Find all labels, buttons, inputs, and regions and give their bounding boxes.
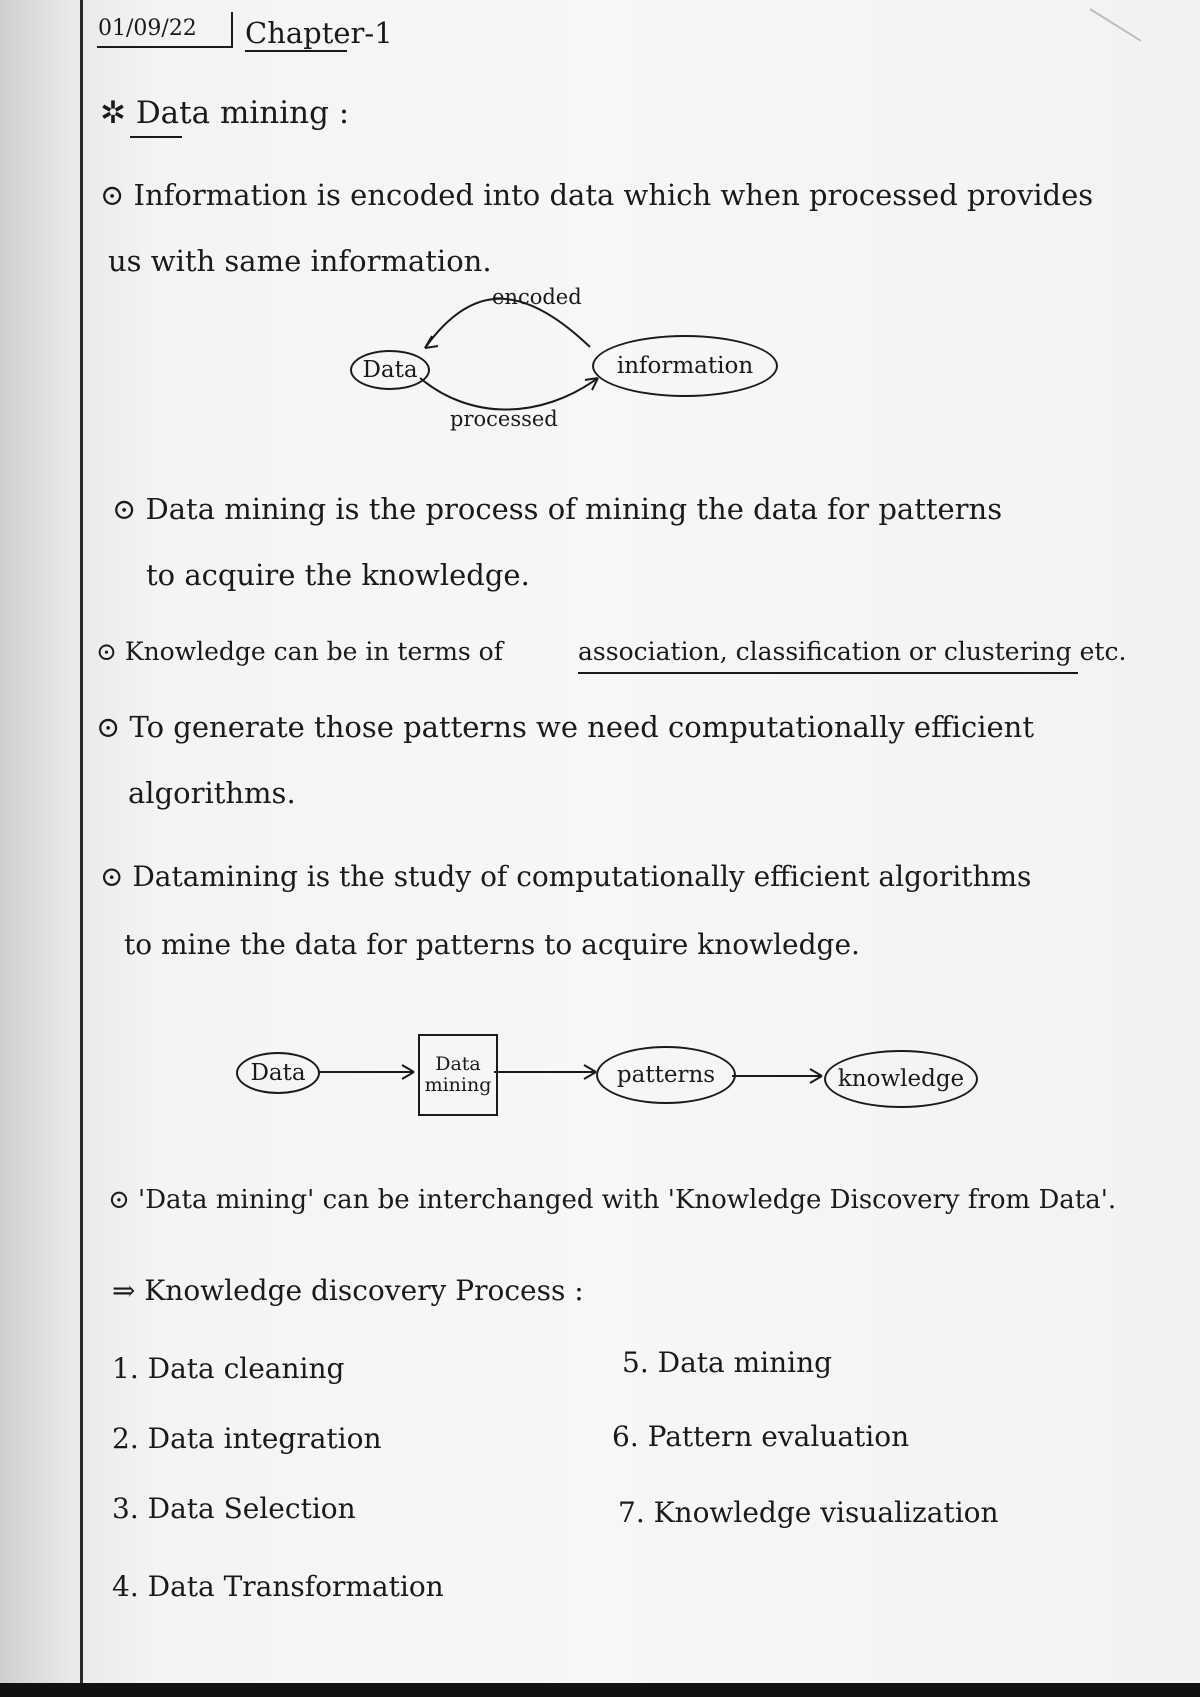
kdd-step-2: 2. Data integration	[112, 1422, 382, 1455]
point-4-line-2: algorithms.	[128, 776, 296, 810]
processed-label: processed	[450, 407, 558, 431]
section-heading: ✲ Data mining :	[100, 95, 350, 131]
bottom-shadow	[0, 1683, 1200, 1697]
data-node: Data	[350, 350, 430, 390]
data-mining-box-line-2: mining	[424, 1074, 492, 1096]
kdd-step-7: 7. Knowledge visualization	[618, 1496, 999, 1529]
point-4-line-1: ⊙ To generate those patterns we need computationally efficient	[96, 710, 1034, 744]
flow-data-node: Data	[236, 1052, 320, 1094]
point-3-underlined: association, classification or clustering etc.	[578, 637, 1127, 666]
data-mining-box	[418, 1034, 498, 1116]
point-3-prefix: ⊙ Knowledge can be in terms of	[96, 637, 503, 666]
kdd-step-5: 5. Data mining	[622, 1346, 833, 1379]
date-label: 01/09/22	[98, 16, 197, 41]
kdd-step-6: 6. Pattern evaluation	[612, 1420, 910, 1453]
chapter-title: Chapter-1	[245, 16, 393, 50]
point-1-line-2: us with same information.	[108, 244, 492, 278]
patterns-node: patterns	[596, 1046, 736, 1104]
kdd-step-4: 4. Data Transformation	[112, 1570, 444, 1603]
point-2-line-1: ⊙ Data mining is the process of mining the data for patterns	[112, 492, 1003, 526]
kdd-heading: ⇒ Knowledge discovery Process :	[112, 1274, 584, 1307]
point-5-line-2: to mine the data for patterns to acquire knowledge.	[124, 928, 860, 961]
kdd-step-1: 1. Data cleaning	[112, 1352, 345, 1385]
point-1-line-1: ⊙ Information is encoded into data which when processed provides	[100, 178, 1094, 212]
knowledge-node: knowledge	[824, 1050, 978, 1108]
data-mining-box-line-1: Data	[435, 1053, 481, 1076]
point-5-line-1: ⊙ Datamining is the study of computationally efficient algorithms	[100, 860, 1032, 893]
point-2-line-2: to acquire the knowledge.	[146, 558, 530, 592]
kdd-step-3: 3. Data Selection	[112, 1492, 356, 1525]
point-6: ⊙ 'Data mining' can be interchanged with 'Knowledge Discovery from Data'.	[108, 1185, 1117, 1215]
information-node: information	[592, 335, 778, 397]
encoded-label: encoded	[492, 285, 582, 309]
